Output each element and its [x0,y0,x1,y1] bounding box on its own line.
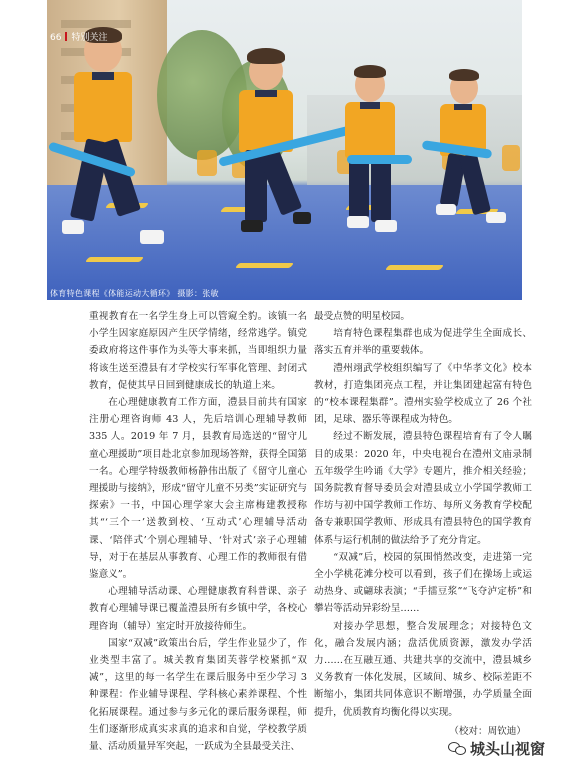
page-header [50,30,107,43]
paragraph: 对接办学思想，整合发展理念；对接特色文化，融合发展内涵；盘活优质资源，激发办学活力……在互融互通、共建共享的交流中，澧县城乡义务教育一体化发展，区域间、城乡、校际差距不断缩小，集团共同体意识不断增强，办学质量全面提升，优质教育均衡化得以实现。 [314,620,532,718]
left-column [89,308,307,755]
paragraph: 重视教育在一名学生身上可以管窥全豹。该镇一名小学生因家庭原因产生厌学情绪，经常逃学。镇党委政府将这件事作为头等大事来抓，当即组织力量将该生送至澧县有才学校实行军事化管理、封闭式教育，促使其早日回到健康成长的轨道上来。 [89,311,307,391]
photo-caption: 体育特色课程《体能运动大循环》 摄影：张敏 [50,289,219,298]
paragraph: 在心理健康教育工作方面，澧县目前共有国家注册心理咨询师 43 人，先后培训心理辅导教师 335 人。2019 年 7 月，县教育局选送的“留守儿童心理援助”项目赴北京参加现场答辩，获得全国第一名。心理学特级教师杨静伟出版了《留守儿童心理援助与接纳》，形成“留守儿童不另类”实证研究与探索》一书，中国心理学家大会主席梅建教授称其“‘三个一’送教到校、‘互动式’心理辅导活动课、‘陪伴式’个别心理辅导、‘针对式’亲子心理辅导，对于在基层从事教育、心理工作的教师很有借鉴意义”。 [89,397,307,581]
right-column [314,308,532,740]
header-divider [65,32,67,41]
paragraph: 心理辅导活动课、心理健康教育科普课、亲子教育心理辅导课已覆盖澧县所有乡镇中学，各校心理咨询（辅导）室定时开放接待师生。 [89,586,307,632]
paragraph: 澧州翊武学校组织编写了《中华孝文化》校本教材，打造集团亮点工程，并让集团建起富有特色的“校本课程集群”。澧州实验学校成立了 26 个社团，足球、器乐等课程成为特色。 [314,362,532,426]
paragraph: 培育特色课程集群也成为促进学生全面成长、落实五育并举的重要载体。 [314,328,532,357]
hero-photo [47,0,522,300]
editor-credit: （校对：周钦迪） [449,725,526,737]
paragraph: 最受点赞的明星校园。 [314,311,410,322]
wechat-icon [448,742,466,756]
paragraph: “双减”后，校园的氛围悄然改变，走进第一完全小学桃花滩分校可以看到，孩子们在操场上或运动热身、或翩球表演；“手擂豆浆”“飞夺泸定桥”和攀岩等活动异彩纷呈…… [314,551,532,615]
paragraph: 国家“双减”政策出台后，学生作业显少了，作业类型丰富了。城关教育集团芙蓉学校紧抓“双减”，这里的每一名学生在课后服务中至少学习 3 种课程：作业辅导课程、学科核心素养课程、个性化拓展课程。通过参与多元化的课后服务课程，师生们逐渐形成真实求真的追求和自觉，学校教学质量、活动质量异军突起，一跃成为全县最受关注、 [89,637,307,753]
page-number: 66 [50,33,62,43]
paragraph: 经过不断发展，澧县特色课程培育有了令人瞩目的成果：2020 年，中央电视台在澧州文庙录制五年级学生吟诵《大学》专题片，推介相关经验；国务院教育督导委员会对澧县成立小学国学教师工作坊与初中国学教师工作坊、每所义务教育学校配备专兼职国学教师、形成具有澧县特色的国学教育体系与运行机制的做法给予了充分肯定。 [314,431,532,546]
watermark [448,738,545,759]
watermark-text: 城头山视窗 [470,740,546,758]
section-title: 特别关注 [71,33,108,43]
